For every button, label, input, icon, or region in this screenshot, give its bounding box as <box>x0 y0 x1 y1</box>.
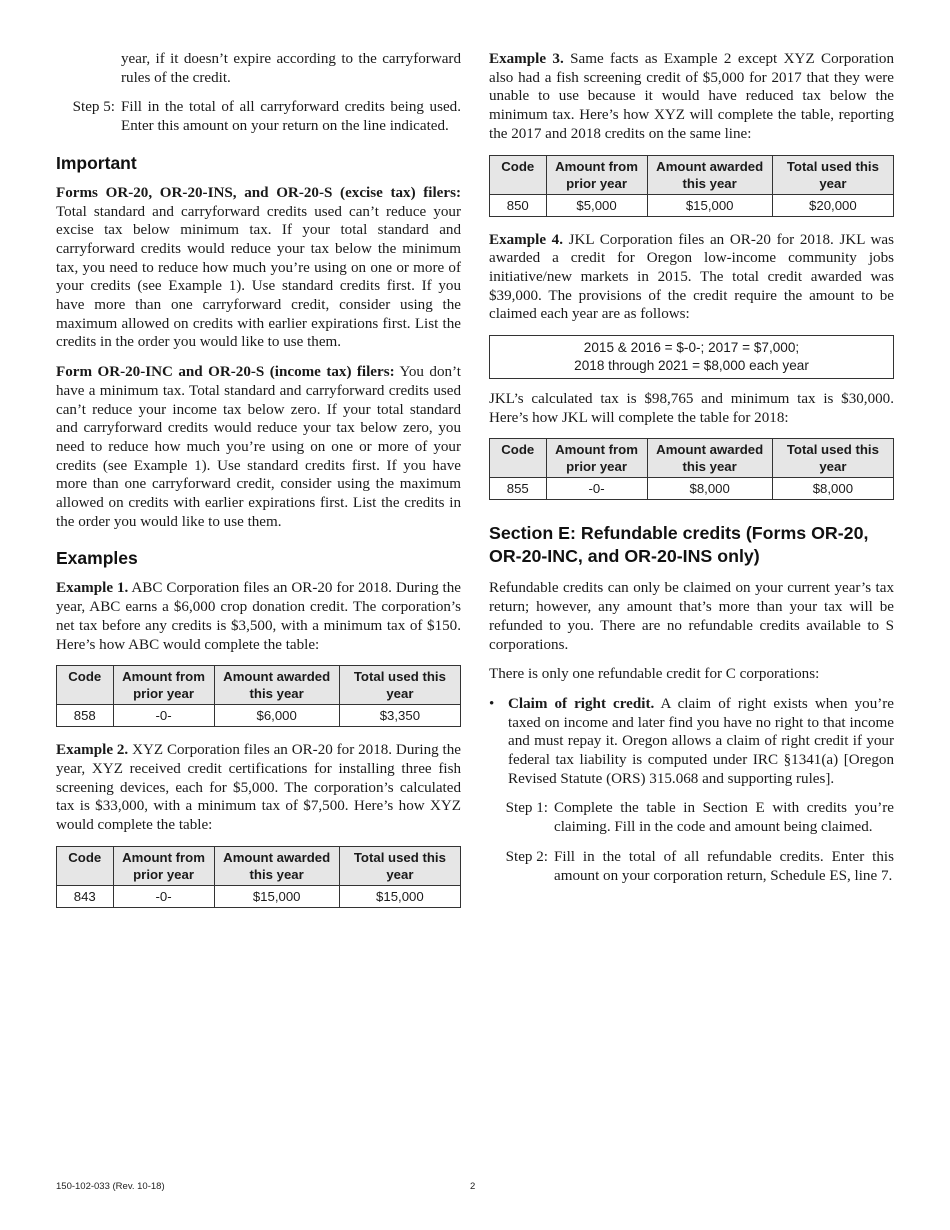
example-2-label: Example 2. <box>56 742 129 759</box>
example-3-table <box>489 155 894 217</box>
step-2-label: Step 2: <box>505 848 548 865</box>
cell-awarded: $15,000 <box>214 885 339 907</box>
table-row <box>57 705 461 727</box>
excise-filers-lead: Forms OR-20, OR-20-INS, and OR-20-S (excise tax) filers: <box>56 184 461 201</box>
section-e-intro: Refundable credits can only be claimed on your current year’s tax return; however, any amount that’s more than your tax will be refunded to you. There are no refundable credits available to S corporations. <box>489 580 894 653</box>
header-awarded: Amount awarded this year <box>647 439 772 478</box>
header-prior-year: Amount from prior year <box>546 155 647 194</box>
cell-code: 850 <box>490 194 547 216</box>
table-header-row <box>490 155 894 194</box>
table-header-row <box>490 439 894 478</box>
cell-prior-year: -0- <box>546 478 647 500</box>
header-prior-year: Amount from prior year <box>113 666 214 705</box>
example-4-label: Example 4. <box>489 231 563 248</box>
cell-awarded: $8,000 <box>647 478 772 500</box>
claim-of-right-label: Claim of right credit. <box>508 695 655 712</box>
header-prior-year: Amount from prior year <box>113 846 214 885</box>
example-4-text: JKL Corporation files an OR-20 for 2018. JKL was awarded a credit for Oregon low-income community jobs initiative/new markets in 2015. The total credit awarded was $39,000. The provisions of the credit require the amount to be claimed each year are as follows: <box>489 231 894 323</box>
left-column <box>56 50 461 922</box>
header-code: Code <box>490 439 547 478</box>
claim-schedule-line-2: 2018 through 2021 = $8,000 each year <box>574 358 809 374</box>
example-3-text: Same facts as Example 2 except XYZ Corporation also had a fish screening credit of $5,000 for 2017 that they were unable to use because it would have reduced tax below the minimum tax. Here’s how XYZ will complete the table, reporting the 2017 and 2018 credits on the same line: <box>489 51 894 142</box>
example-1-label: Example 1. <box>56 580 129 597</box>
table-row <box>490 194 894 216</box>
cell-total-used: $20,000 <box>772 194 893 216</box>
header-total-used: Total used this year <box>339 666 460 705</box>
section-e-heading: Section E: Refundable credits (Forms OR-20, OR-20-INC, and OR-20-INS only) <box>489 523 869 567</box>
income-filers-lead: Form OR-20-INC and OR-20-S (income tax) filers: <box>56 364 395 381</box>
cell-awarded: $15,000 <box>647 194 772 216</box>
cell-total-used: $3,350 <box>339 705 460 727</box>
bullet-marker: • <box>489 695 495 712</box>
example-2-paragraph <box>56 741 461 835</box>
header-total-used: Total used this year <box>772 155 893 194</box>
table-header-row <box>57 846 461 885</box>
header-code: Code <box>490 155 547 194</box>
step-5 <box>56 98 461 135</box>
carryforward-continued-text: year, if it doesn’t expire according to the carryforward rules of the credit. <box>121 51 461 86</box>
step-5-label: Step 5: <box>72 99 115 116</box>
excise-filers-paragraph <box>56 184 461 352</box>
example-1-text: ABC Corporation files an OR-20 for 2018. During the year, ABC earns a $6,000 crop donation credit. The corporation’s net tax before any credits is $3,500, with a minimum tax of $150. Here’s how ABC would complete the table: <box>56 580 462 653</box>
income-filers-text: You don’t have a minimum tax. Total standard and carryforward credits used can’t reduce your income tax below zero. If your total standard and carryforward credits would reduce your tax below zero, you need to reduce how much you’re using on one or more of your credits (see Example 1). Use standard credits first. If you have more than one carryforward credit, consider using the maximum allowed on credits with earlier expirations first. List the credits in the order you would like to use them. <box>56 364 462 530</box>
section-e-step-1 <box>489 799 894 836</box>
income-filers-paragraph <box>56 363 461 531</box>
cell-code: 855 <box>490 478 547 500</box>
header-code: Code <box>57 666 114 705</box>
cell-code: 843 <box>57 885 114 907</box>
cell-prior-year: -0- <box>113 705 214 727</box>
right-column <box>489 50 894 896</box>
claim-schedule-line-1: 2015 & 2016 = $-0-; 2017 = $7,000; <box>583 340 800 356</box>
step-5-text: Fill in the total of all carryforward credits being used. Enter this amount on your return on the line indicated. <box>121 99 461 135</box>
important-heading: Important <box>56 152 137 173</box>
table-header-row <box>57 666 461 705</box>
example-2-text: XYZ Corporation files an OR-20 for 2018. During the year, XYZ received credit certifications for installing three fish screening devices, each for $5,000. The corporation’s calculated tax is $33,000, with a minimum tax of $7,500. Here’s how XYZ would complete the table: <box>56 742 461 834</box>
example-2-table <box>56 846 461 908</box>
step-1-label: Step 1: <box>505 800 548 817</box>
step-2-text: Fill in the total of all refundable credits. Enter this amount on your corporation return, Schedule ES, line 7. <box>554 848 894 884</box>
table-row <box>57 885 461 907</box>
section-e-step-2 <box>489 848 894 885</box>
header-awarded: Amount awarded this year <box>214 846 339 885</box>
cell-prior-year: -0- <box>113 885 214 907</box>
example-3-label: Example 3. <box>489 51 564 67</box>
table-row <box>490 478 894 500</box>
claim-of-right-bullet <box>489 695 894 789</box>
section-e-c-corp-note: There is only one refundable credit for C corporations: <box>489 666 820 683</box>
form-number: 150-102-033 (Rev. 10-18) <box>56 1181 165 1192</box>
example-4-table <box>489 438 894 500</box>
claim-of-right-text-block <box>508 695 894 789</box>
header-prior-year: Amount from prior year <box>546 439 647 478</box>
cell-total-used: $8,000 <box>772 478 893 500</box>
cell-prior-year: $5,000 <box>546 194 647 216</box>
header-total-used: Total used this year <box>772 439 893 478</box>
jkl-tax-paragraph: JKL’s calculated tax is $98,765 and minimum tax is $30,000. Here’s how JKL will complete the table for 2018: <box>489 391 894 426</box>
header-awarded: Amount awarded this year <box>647 155 772 194</box>
example-1-paragraph <box>56 579 461 654</box>
example-1-table <box>56 665 461 727</box>
header-total-used: Total used this year <box>339 846 460 885</box>
example-4-paragraph <box>489 231 894 325</box>
claim-of-right-text: A claim of right exists when you’re taxed on income and later find you have no right to that income and must repay it. Oregon allows a claim of right credit if your federal tax liability is computed under IRC §1341(a) [Oregon Revised Statute (ORS) 315.068 and supporting rules]. <box>508 695 894 787</box>
excise-filers-text: Total standard and carryforward credits used can’t reduce your excise tax below minimum tax. If your total standard and carryforward credits would reduce your tax below the minimum tax, you need to reduce how much you’re using on one or more of your credits (see Example 1). Use standard credits first. If you have more than one carryforward credit, consider using the maximum allowed on credits with earlier expirations first. List the credits in the order you would like to use them. <box>56 203 461 351</box>
header-awarded: Amount awarded this year <box>214 666 339 705</box>
cell-code: 858 <box>57 705 114 727</box>
page-number: 2 <box>470 1181 476 1192</box>
header-code: Code <box>57 846 114 885</box>
step-1-text: Complete the table in Section E with credits you’re claiming. Fill in the code and amount being claimed. <box>554 800 894 836</box>
cell-awarded: $6,000 <box>214 705 339 727</box>
claim-schedule-box <box>489 335 894 379</box>
examples-heading: Examples <box>56 548 138 569</box>
example-3-paragraph <box>489 50 894 144</box>
cell-total-used: $15,000 <box>339 885 460 907</box>
